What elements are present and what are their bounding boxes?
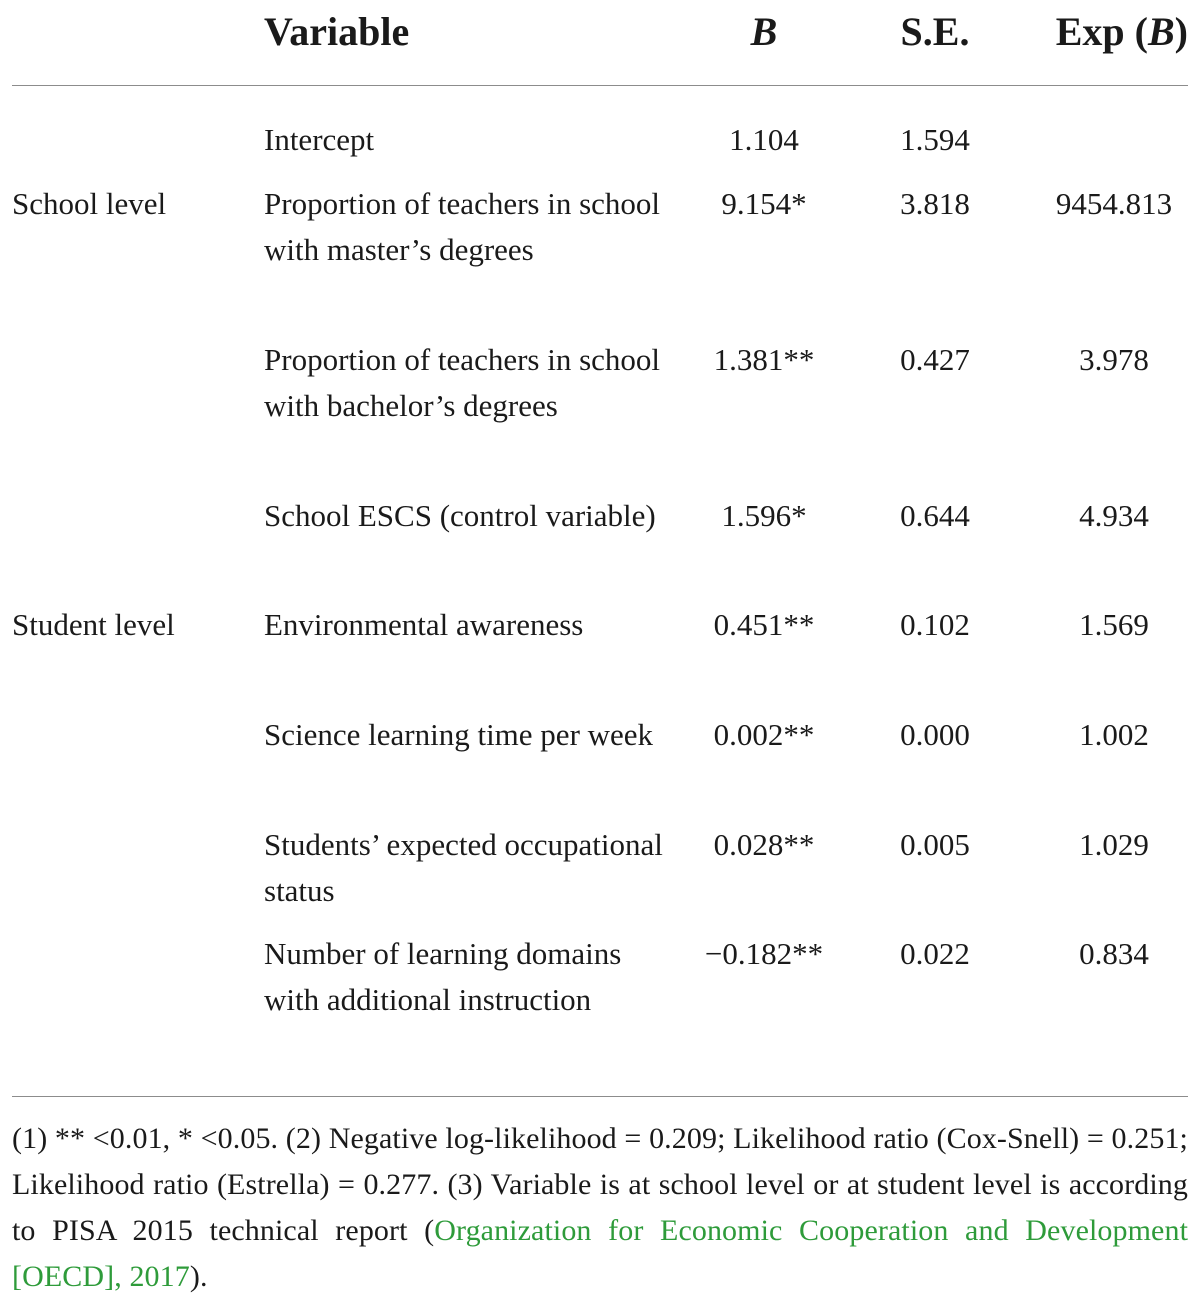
- header-exp-prefix: Exp (: [1055, 9, 1148, 54]
- footer-rule: [12, 1096, 1188, 1097]
- header-rule: [12, 85, 1188, 86]
- header-variable: Variable: [264, 9, 410, 54]
- row-masters-variable: Proportion of teachers in school with master’s degrees: [264, 186, 661, 267]
- row-occupational-se: 0.005: [900, 827, 970, 862]
- table-footnote: [12, 1116, 1188, 1300]
- header-b: [664, 8, 864, 56]
- header-exp-b: [1040, 8, 1188, 56]
- row-escs-exp: 4.934: [1079, 498, 1149, 533]
- header-exp-b-label: B: [1147, 9, 1175, 54]
- row-science-time-exp: 1.002: [1079, 717, 1149, 752]
- row-science-time-variable: Science learning time per week: [264, 717, 654, 752]
- row-science-time-se: 0.000: [900, 717, 970, 752]
- row-escs-variable: School ESCS (control variable): [264, 498, 656, 533]
- row-escs-se: 0.644: [900, 498, 970, 533]
- row-masters-se: 3.818: [900, 186, 970, 221]
- row-escs-b: 1.596*: [721, 498, 807, 533]
- header-se: S.E.: [900, 9, 970, 54]
- footnote-end: ).: [189, 1260, 208, 1293]
- oecd-reference-link[interactable]: Organization for Economic Cooperation and Development [OECD], 2017: [12, 1214, 1188, 1293]
- row-bachelors-se: 0.427: [900, 342, 970, 377]
- row-env-awareness-exp: 1.569: [1079, 607, 1149, 642]
- row-domains-variable: Number of learning domains with additional instruction: [264, 936, 622, 1017]
- row-env-awareness-variable: Environmental awareness: [264, 607, 584, 642]
- group-student-level: Student level: [12, 607, 175, 642]
- row-intercept-se: 1.594: [900, 122, 970, 157]
- group-school-level: School level: [12, 186, 167, 221]
- header-exp-suffix: ): [1174, 9, 1188, 54]
- row-domains-b: −0.182**: [704, 936, 824, 971]
- header-b-label: B: [750, 9, 778, 54]
- row-domains-exp: 0.834: [1079, 936, 1149, 971]
- row-intercept-variable: Intercept: [264, 122, 375, 157]
- row-occupational-variable: Students’ expected occupational status: [264, 827, 663, 908]
- row-occupational-b: 0.028**: [713, 827, 815, 862]
- row-bachelors-variable: Proportion of teachers in school with bachelor’s degrees: [264, 342, 661, 423]
- row-env-awareness-se: 0.102: [900, 607, 970, 642]
- row-occupational-exp: 1.029: [1079, 827, 1149, 862]
- row-bachelors-b: 1.381**: [713, 342, 815, 377]
- row-masters-b: 9.154*: [721, 186, 807, 221]
- row-env-awareness-b: 0.451**: [713, 607, 815, 642]
- row-masters-exp: 9454.813: [1055, 186, 1173, 221]
- footnote-text: (1) ** <0.01, * <0.05. (2) Negative log-likelihood = 0.209; Likelihood ratio (Cox-Snell) = 0.251; Likelihood ratio (Estrella) = 0.277. (3) Variable is at school level or at student level is according to PISA 2015 technical report (: [12, 1122, 1188, 1247]
- row-intercept-b: 1.104: [729, 122, 799, 157]
- row-bachelors-exp: 3.978: [1079, 342, 1149, 377]
- row-science-time-b: 0.002**: [713, 717, 815, 752]
- row-domains-se: 0.022: [900, 936, 970, 971]
